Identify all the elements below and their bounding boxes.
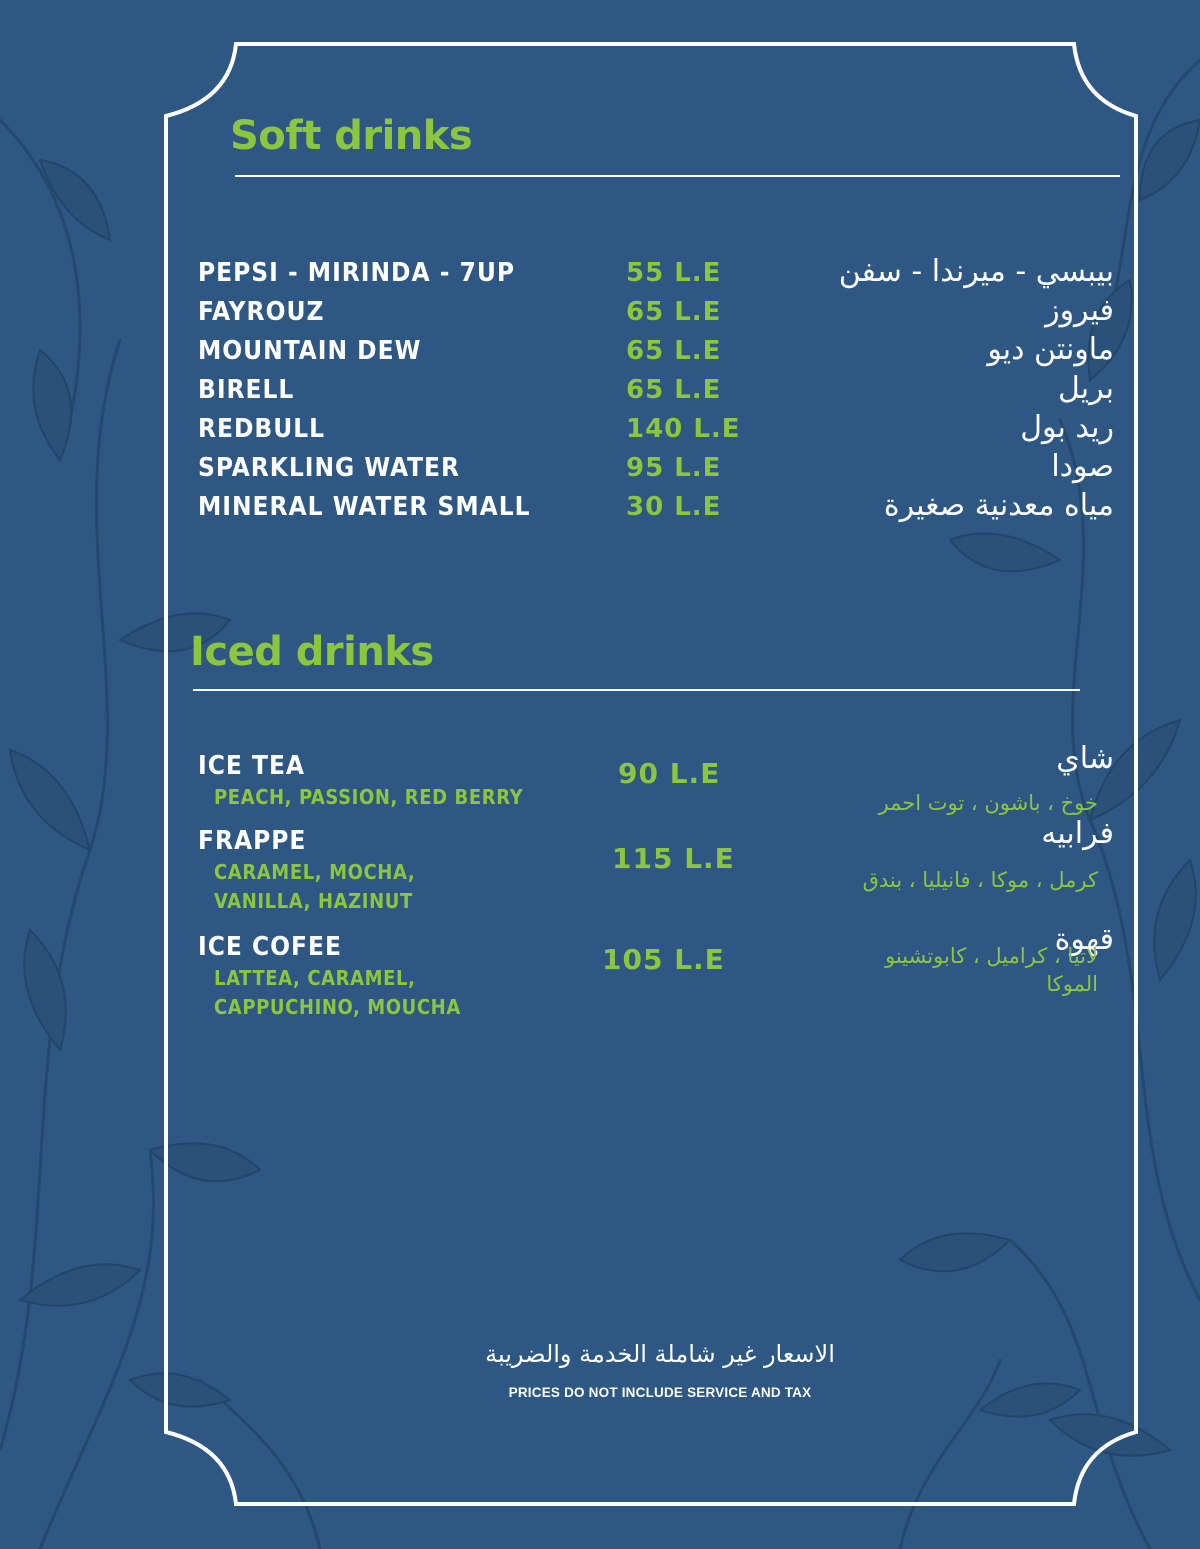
option-line: لاتيا ، كراميل ، كابوتشينو (885, 944, 1098, 968)
item-name-ar: بيبسي - ميرندا - سفن (838, 254, 1114, 289)
item-options-ar (863, 866, 1098, 894)
item-name-ar: شاي (1056, 741, 1114, 776)
iced-drinks-title: Iced drinks (190, 629, 434, 675)
item-price: 95 L.E (626, 453, 722, 483)
menu-item (198, 410, 1120, 453)
menu-item (198, 332, 1120, 375)
item-name-ar: مياه معدنية صغيرة (883, 488, 1114, 523)
item-price: 115 L.E (612, 842, 735, 875)
item-price: 65 L.E (626, 375, 722, 405)
item-name-en: SPARKLING WATER (198, 453, 461, 483)
item-name-ar: ريد بول (1020, 410, 1114, 445)
item-price: 65 L.E (626, 336, 722, 366)
menu-item (198, 293, 1120, 336)
option-line: LATTEA, CARAMEL, (214, 966, 416, 990)
item-price: 90 L.E (618, 757, 721, 790)
item-name-en: MOUNTAIN DEW (198, 336, 422, 366)
soft-drinks-title: Soft drinks (230, 113, 473, 159)
item-name-ar: فرابيه (1041, 816, 1114, 851)
menu-item (198, 816, 1120, 921)
option-line: كرمل ، موكا ، فانيليا ، بندق (862, 868, 1098, 892)
menu-item (198, 488, 1120, 531)
item-name-en: PEPSI - MIRINDA - 7UP (198, 258, 515, 288)
item-name-ar: قهوة (1054, 922, 1114, 957)
item-name-en: MINERAL WATER SMALL (198, 492, 531, 522)
option-line: الموكا (1046, 972, 1098, 996)
price-note-ar: الاسعار غير شاملة الخدمة والضريبة (485, 1340, 835, 1368)
item-name-en: FAYROUZ (198, 297, 325, 327)
item-options-ar (879, 789, 1098, 817)
iced-drinks-divider (193, 689, 1080, 691)
item-name-en: ICE TEA (198, 751, 306, 781)
item-price: 55 L.E (626, 258, 722, 288)
item-price: 65 L.E (626, 297, 722, 327)
item-name-ar: فيروز (1045, 293, 1114, 328)
option-line: VANILLA, HAZINUT (214, 889, 413, 913)
menu-item (198, 449, 1120, 492)
menu-item (198, 922, 1120, 1027)
menu-item (198, 741, 1120, 821)
item-name-en: ICE COFEE (198, 932, 342, 962)
option-line: CARAMEL, MOCHA, (214, 860, 416, 884)
price-note-en: PRICES DO NOT INCLUDE SERVICE AND TAX (508, 1385, 812, 1400)
item-options-en (214, 858, 415, 916)
item-name-ar: صودا (1051, 449, 1114, 484)
item-name-en: BIRELL (198, 375, 295, 405)
item-options-ar (885, 942, 1098, 998)
item-name-ar: ماونتن ديو (987, 332, 1114, 367)
item-name-ar: بريل (1058, 371, 1114, 406)
item-price: 140 L.E (626, 414, 741, 444)
option-line: خوخ ، باشون ، توت احمر (878, 791, 1098, 815)
item-options-en (214, 964, 461, 1022)
item-options-en (214, 783, 523, 812)
item-price: 105 L.E (602, 943, 725, 976)
item-name-en: FRAPPE (198, 826, 307, 856)
item-price: 30 L.E (626, 492, 722, 522)
option-line: CAPPUCHINO, MOUCHA (214, 995, 461, 1019)
option-line: PEACH, PASSION, RED BERRY (214, 785, 524, 809)
item-name-en: REDBULL (198, 414, 326, 444)
menu-item (198, 254, 1120, 297)
soft-drinks-divider (235, 175, 1120, 177)
menu-item (198, 371, 1120, 414)
